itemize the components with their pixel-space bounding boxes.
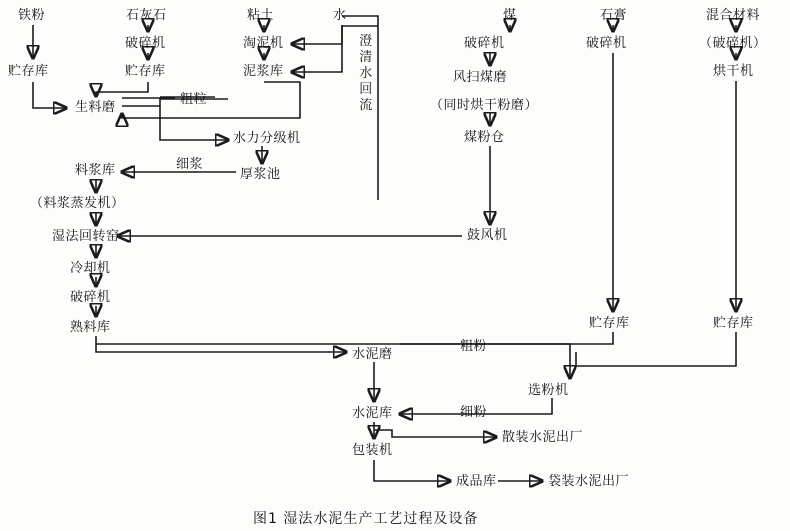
node-thick-slurry-pool: 厚浆池 — [240, 167, 281, 182]
node-store-limestone: 贮存库 — [125, 64, 166, 79]
node-crusher-clinker: 破碎机 — [70, 290, 111, 305]
label-fine-slurry: 细浆 — [176, 157, 204, 172]
node-cement-store: 水泥库 — [352, 406, 393, 421]
node-cooler: 冷却机 — [70, 261, 111, 276]
node-crusher-limestone: 破碎机 — [125, 36, 166, 51]
node-crusher-coal: 破碎机 — [464, 36, 505, 51]
node-slurry-evaporator: （料浆蒸发机） — [30, 196, 125, 211]
label-coarse-particle: 粗粒 — [180, 92, 208, 107]
node-washer-clay: 淘泥机 — [243, 36, 284, 51]
node-dryer-mixed: 烘干机 — [713, 64, 754, 79]
node-raw-mill: 生料磨 — [75, 100, 116, 115]
node-crusher-mixed: （破碎机） — [699, 36, 767, 51]
node-coal: 煤 — [503, 8, 517, 23]
label-coarse-powder: 粗粉 — [460, 339, 488, 354]
node-clarified-water: 澄清水回流 — [359, 34, 373, 113]
node-wet-rotary-kiln: 湿法回转窑 — [52, 229, 120, 244]
node-iron-powder: 铁粉 — [18, 8, 46, 23]
node-sweep-coal-mill: 风扫煤磨 — [453, 70, 508, 85]
node-store-gypsum: 贮存库 — [589, 316, 630, 331]
figure-caption: 图1 湿法水泥生产工艺过程及设备 — [253, 511, 479, 527]
node-finished-store: 成品库 — [456, 474, 497, 489]
label-fine-powder: 细粉 — [460, 405, 488, 420]
node-clay: 粘土 — [247, 8, 275, 23]
node-separator: 选粉机 — [528, 383, 569, 398]
node-cement-mill: 水泥磨 — [352, 347, 393, 362]
node-coal-powder-bin: 煤粉仓 — [464, 130, 505, 145]
node-bulk-cement-out: 散装水泥出厂 — [502, 430, 584, 445]
node-limestone: 石灰石 — [126, 8, 167, 23]
node-blower: 鼓风机 — [467, 228, 508, 243]
node-mixed-material: 混合材料 — [706, 8, 761, 23]
node-store-iron: 贮存库 — [8, 64, 49, 79]
node-packer: 包装机 — [352, 443, 393, 458]
node-bagged-cement-out: 袋装水泥出厂 — [548, 474, 630, 489]
node-slurry-store: 泥浆库 — [243, 64, 284, 79]
node-gypsum: 石膏 — [600, 8, 628, 23]
node-slurry-store-2: 料浆库 — [75, 163, 116, 178]
node-clinker-store: 熟料库 — [70, 320, 111, 335]
node-water: 水 — [333, 8, 347, 23]
node-crusher-gypsum: 破碎机 — [586, 36, 627, 51]
note-dry-grind: （同时烘干粉磨） — [430, 98, 539, 113]
node-hydro-classifier: 水力分级机 — [233, 131, 301, 146]
node-store-mixed: 贮存库 — [713, 316, 754, 331]
